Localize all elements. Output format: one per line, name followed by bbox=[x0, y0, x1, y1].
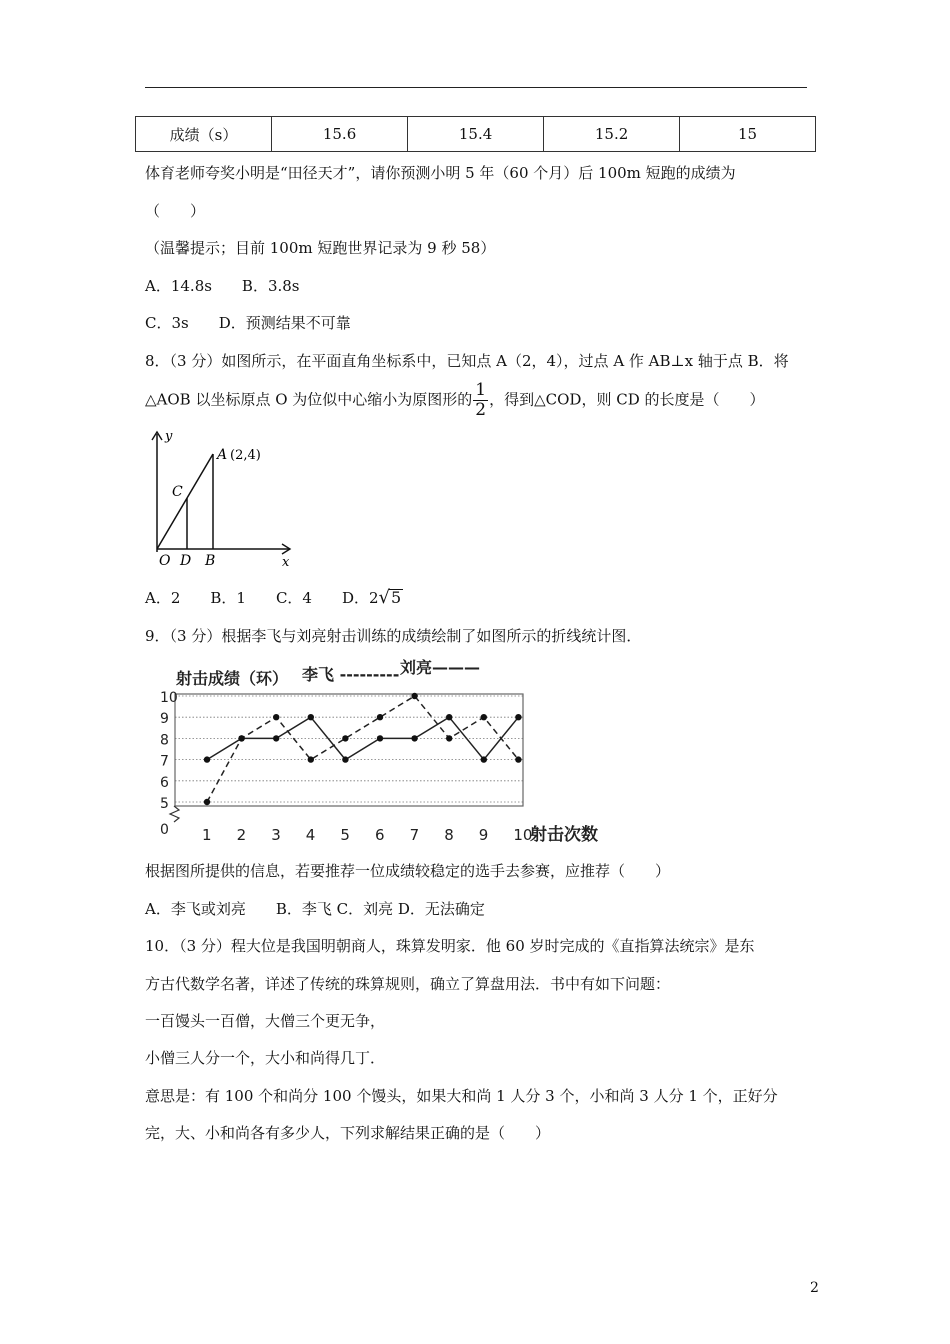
q10-line1: 10．（3 分）程大位是我国明朝商人，珠算发明家．他 60 岁时完成的《直指算法统宗》是东 bbox=[145, 937, 755, 955]
data-point-liuliang-2 bbox=[238, 735, 244, 741]
q8-options-text: A．2 B．1 C．4 D．2 bbox=[145, 589, 379, 607]
label-x: x bbox=[282, 555, 290, 570]
label-C: C bbox=[172, 484, 183, 500]
x-tick-9: 9 bbox=[478, 826, 489, 844]
data-point-liuliang-7 bbox=[411, 735, 417, 741]
axis-break-mark bbox=[170, 806, 179, 822]
table-cell: 15 bbox=[680, 117, 816, 152]
x-tick-6: 6 bbox=[375, 826, 385, 844]
q7-options-cd: C．3s D．预测结果不可靠 bbox=[145, 314, 351, 332]
series-line-liuliang bbox=[207, 717, 518, 759]
x-tick-2: 2 bbox=[236, 826, 247, 844]
q7-hint: （温馨提示；目前 100m 短跑世界记录为 9 秒 58） bbox=[145, 239, 496, 257]
q9-line-chart bbox=[150, 656, 630, 846]
data-point-lifei-6 bbox=[377, 714, 383, 720]
q8-line2-before: △AOB 以坐标原点 O 为位似中心缩小为原图形的 bbox=[145, 390, 473, 409]
y-tick-6: 6 bbox=[160, 774, 169, 791]
y-tick-9: 9 bbox=[160, 711, 169, 728]
data-point-liuliang-5 bbox=[342, 756, 348, 762]
score-table bbox=[135, 116, 816, 152]
sqrt-radicand: 5 bbox=[391, 588, 402, 607]
data-point-lifei-9 bbox=[481, 714, 487, 720]
chart-series bbox=[204, 693, 522, 805]
y-axis-label: 射击成绩（环） bbox=[176, 669, 289, 688]
data-point-lifei-5 bbox=[342, 735, 348, 741]
label-D: D bbox=[180, 553, 192, 569]
data-point-liuliang-4 bbox=[308, 714, 314, 720]
data-point-lifei-10 bbox=[515, 756, 521, 762]
label-B: B bbox=[205, 553, 216, 569]
label-O: O bbox=[159, 553, 171, 569]
q8-line2-after: ，得到△COD，则 CD 的长度是（ ） bbox=[489, 390, 765, 409]
x-tick-3: 3 bbox=[271, 826, 281, 844]
y-tick-0: 0 bbox=[160, 822, 169, 838]
data-point-liuliang-8 bbox=[446, 714, 452, 720]
data-point-liuliang-3 bbox=[273, 735, 279, 741]
q7-blank: （ ） bbox=[145, 202, 206, 220]
table-row bbox=[136, 117, 816, 152]
x-tick-5: 5 bbox=[340, 826, 350, 844]
q10-poem1: 一百馒头一百僧，大僧三个更无争， bbox=[145, 1012, 386, 1030]
legend-lifei: 李飞 --------- bbox=[302, 665, 400, 684]
y-tick-5: 5 bbox=[160, 796, 169, 812]
data-point-lifei-1 bbox=[204, 799, 210, 805]
label-y: y bbox=[165, 429, 173, 444]
label-A-coords: (2,4) bbox=[230, 448, 261, 463]
q7-stem: 体育老师夸奖小明是“田径天才”，请你预测小明 5 年（60 个月）后 100m 短跑的成绩为 bbox=[145, 164, 736, 182]
data-point-lifei-4 bbox=[308, 756, 314, 762]
header-rule bbox=[145, 87, 807, 88]
data-point-liuliang-1 bbox=[204, 756, 210, 762]
y-tick-7: 7 bbox=[160, 753, 169, 770]
legend-liuliang: 刘亮——— bbox=[400, 658, 481, 677]
x-tick-labels bbox=[202, 826, 532, 844]
x-axis-label: 射击次数 bbox=[530, 825, 598, 845]
x-tick-8: 8 bbox=[444, 826, 454, 844]
data-point-lifei-3 bbox=[273, 714, 279, 720]
fraction-numerator: 1 bbox=[475, 380, 487, 400]
data-point-lifei-7 bbox=[411, 693, 417, 699]
table-cell: 15.6 bbox=[272, 117, 408, 152]
q9-stem: 9．（3 分）根据李飞与刘亮射击训练的成绩绘制了如图所示的折线统计图． bbox=[145, 627, 642, 645]
fraction-denominator: 2 bbox=[475, 400, 487, 420]
segment-OA bbox=[157, 454, 213, 549]
chart-grid bbox=[175, 696, 523, 802]
data-point-liuliang-6 bbox=[377, 735, 383, 741]
x-tick-7: 7 bbox=[409, 826, 420, 844]
label-A: A bbox=[217, 447, 228, 463]
q8-line1: 8．（3 分）如图所示，在平面直角坐标系中，已知点 A（2，4），过点 A 作 AB⊥x 轴于点 B．将 bbox=[145, 352, 789, 370]
q8-coordinate-figure bbox=[140, 428, 300, 573]
data-point-lifei-8 bbox=[446, 735, 452, 741]
x-tick-10: 10 bbox=[513, 826, 533, 844]
q8-line2 bbox=[145, 382, 765, 419]
table-cell: 15.2 bbox=[544, 117, 680, 152]
q9-question: 根据图所提供的信息，若要推荐一位成绩较稳定的选手去参赛，应推荐（ ） bbox=[145, 862, 671, 880]
q10-meaning2: 完，大、小和尚各有多少人，下列求解结果正确的是（ ） bbox=[145, 1124, 551, 1142]
y-tick-10: 10 bbox=[160, 690, 178, 706]
fraction-one-half bbox=[473, 382, 488, 419]
data-point-liuliang-10 bbox=[515, 714, 521, 720]
table-cell: 15.4 bbox=[408, 117, 544, 152]
sqrt-sign: √ bbox=[378, 587, 391, 608]
q7-options-ab: A．14.8s B．3.8s bbox=[145, 277, 300, 295]
table-cell-header: 成绩（s） bbox=[136, 117, 272, 152]
plot-frame bbox=[175, 694, 523, 806]
data-point-liuliang-9 bbox=[481, 756, 487, 762]
page-number: 2 bbox=[810, 1280, 819, 1296]
q9-options: A．李飞或刘亮 B．李飞 C．刘亮 D．无法确定 bbox=[145, 900, 485, 918]
x-tick-4: 4 bbox=[305, 826, 316, 844]
y-tick-8: 8 bbox=[160, 732, 169, 749]
x-tick-1: 1 bbox=[202, 826, 212, 844]
q10-poem2: 小僧三人分一个，大小和尚得几丁． bbox=[145, 1049, 386, 1067]
q8-options bbox=[145, 587, 403, 608]
q10-meaning1: 意思是：有 100 个和尚分 100 个馒头，如果大和尚 1 人分 3 个，小和尚 3 人分 1 个，正好分 bbox=[145, 1087, 778, 1105]
q10-line2: 方古代数学名著，详述了传统的珠算规则，确立了算盘用法．书中有如下问题： bbox=[145, 975, 671, 993]
